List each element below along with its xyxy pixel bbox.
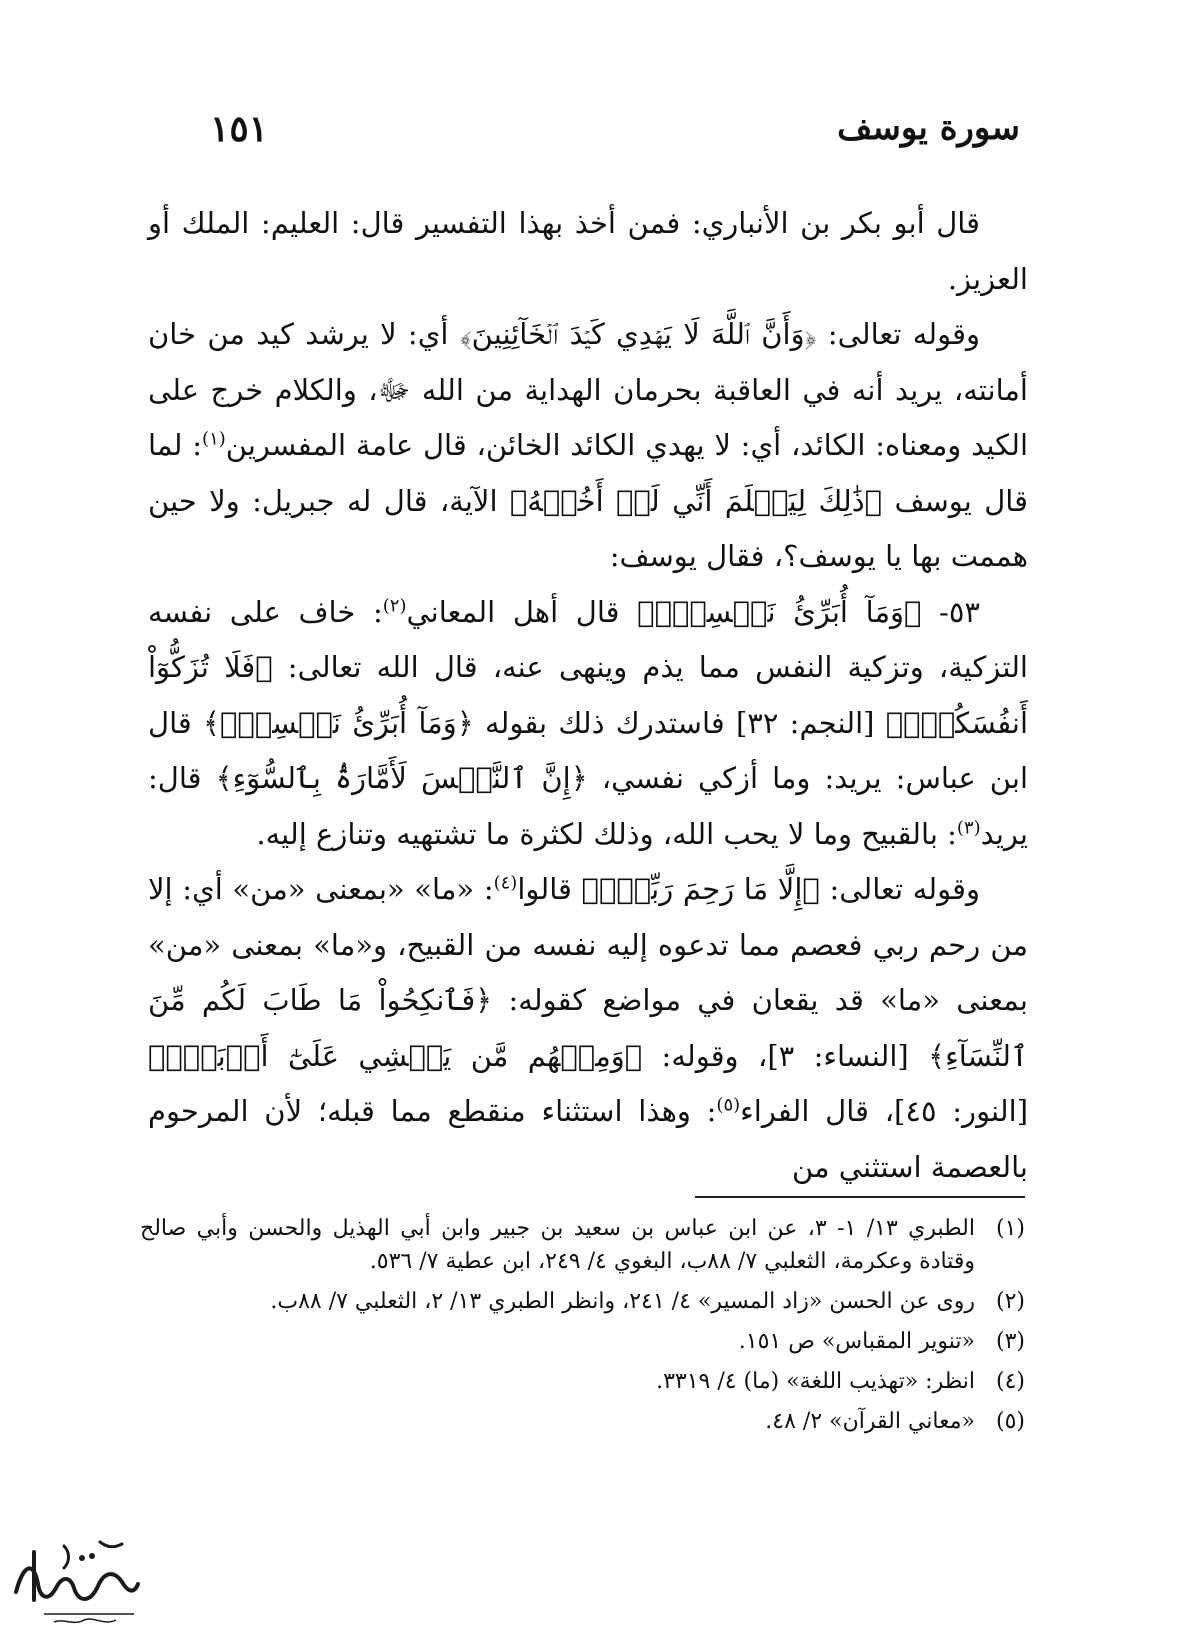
page-header bbox=[190, 108, 1020, 158]
footnote bbox=[140, 1285, 1025, 1318]
footnotes bbox=[140, 1212, 1025, 1445]
footnote bbox=[140, 1212, 1025, 1278]
footnote-divider bbox=[695, 1196, 1025, 1198]
publisher-logo bbox=[4, 1522, 144, 1642]
paragraph-text: ٥٣- ﴿وَمَآ أُبَرِّئُ نَفۡسِيٓۚ﴾ قال أهل المعاني bbox=[406, 594, 980, 629]
footnote-text: الطبري ١٣/ ١- ٣، عن ابن عباس بن سعيد بن جبير وابن أبي الهذيل والحسن وأبي صالح وقتادة وعكرمة، الثعلبي ٧/ ٨٨ب، البغوي ٤/ ٢٤٩، ابن عطية ٧/ ٥٣٦. bbox=[140, 1216, 975, 1274]
page-number: ١٥١ bbox=[210, 108, 269, 150]
footnote-mark: (٣) bbox=[995, 1329, 1025, 1354]
footnote-text: «معاني القرآن» ٢/ ٤٨. bbox=[765, 1409, 975, 1434]
paragraph bbox=[148, 585, 1028, 863]
footnote-mark: (٥) bbox=[995, 1409, 1025, 1434]
footnote-ref[interactable]: (٣) bbox=[956, 816, 981, 838]
paragraph-text: قال أبو بكر بن الأنباري: فمن أخذ بهذا التفسير قال: العليم: الملك أو العزيز. bbox=[148, 206, 1028, 296]
footnote-ref[interactable]: (٤) bbox=[493, 872, 518, 894]
footnote-text: روى عن الحسن «زاد المسير» ٤/ ٢٤١، وانظر الطبري ١٣/ ٢، الثعلبي ٧/ ٨٨ب. bbox=[270, 1289, 975, 1314]
main-text bbox=[148, 196, 1028, 1195]
paragraph-text: : لما قال يوسف ﴿ذَٰلِكَ لِيَعۡلَمَ أَنِّي لَمۡ أَخُنۡهُ﴾ الآية، قال له جبريل: ولا حين هممت بها يا يوسف؟، فقال يوسف: bbox=[148, 428, 1028, 573]
paragraph bbox=[148, 307, 1028, 585]
footnote bbox=[140, 1365, 1025, 1398]
paragraph-text: : «ما» «بمعنى «من» أي: إلا من رحم ربي فعصم مما تدعوه إليه نفسه من القبيح، و«ما» بمعنى «من» بمعنى «ما» قد يقعان في مواضع كقوله: ﴿فَٱنكِحُواْ مَا طَابَ لَكُم مِّنَ ٱلنِّسَآءِ﴾ [النساء: ٣]، وقوله: ﴿وَمِنۡهُم مَّن يَمۡشِي عَلَىٰٓ أَرۡبَعٖۚ﴾ [النور: ٤٥]، قال الفراء bbox=[148, 872, 1029, 1128]
paragraph-text: وقوله تعالى: ﴿إِلَّا مَا رَحِمَ رَبِّيٓۚ﴾ قالوا bbox=[517, 872, 980, 906]
footnote-mark: (٤) bbox=[995, 1369, 1025, 1394]
footnote-mark: (١) bbox=[995, 1216, 1025, 1241]
footnote-text: انظر: «تهذيب اللغة» (ما) ٤/ ٣٣١٩. bbox=[656, 1369, 975, 1394]
footnote bbox=[140, 1405, 1025, 1438]
paragraph bbox=[148, 862, 1028, 1195]
paragraph bbox=[148, 196, 1028, 307]
paragraph-text: : وهذا استثناء منقطع مما قبله؛ لأن المرحوم بالعصمة استثني من bbox=[148, 1094, 1028, 1184]
paragraph-text: : بالقبيح وما لا يحب الله، وذلك لكثرة ما تشتهيه وتنازع إليه. bbox=[256, 816, 957, 851]
footnote-ref[interactable]: (٢) bbox=[382, 594, 407, 616]
paragraph-text: وقوله تعالى: ﴿وَأَنَّ ٱللَّهَ لَا يَهۡدِي كَيۡدَ ٱلۡخَآئِنِينَ﴾ أي: لا يرشد كيد من خان أمانته، يريد أنه في العاقبة بحرمان الهداية من الله ﷻ، والكلام خرج على الكيد ومعناه: الكائد، أي: لا يهدي الكائد الخائن، قال عامة المفسرين bbox=[148, 317, 1028, 462]
footnote-text: «تنوير المقباس» ص ١٥١. bbox=[738, 1329, 975, 1354]
footnote bbox=[140, 1325, 1025, 1358]
footnote-mark: (٢) bbox=[995, 1289, 1025, 1314]
footnote-ref[interactable]: (٥) bbox=[716, 1094, 741, 1116]
surah-title: سورة يوسف bbox=[837, 108, 1020, 148]
paragraph-text: : خاف على نفسه التزكية، وتزكية النفس مما يذم وينهى عنه، قال الله تعالى: ﴿فَلَا تُزَكُّوٓاْ أَنفُسَكُمۡۖ﴾ [النجم: ٣٢] فاستدرك ذلك بقوله ﴿وَمَآ أُبَرِّئُ نَفۡسِيٓۚ﴾ قال ابن عباس: يريد: وما أزكي نفسي، ﴿إِنَّ ٱلنَّفۡسَ لَأَمَّارَةُۢ بِٱلسُّوٓءِ﴾ قال: يريد bbox=[148, 594, 1028, 851]
footnote-ref[interactable]: (١) bbox=[202, 428, 226, 450]
